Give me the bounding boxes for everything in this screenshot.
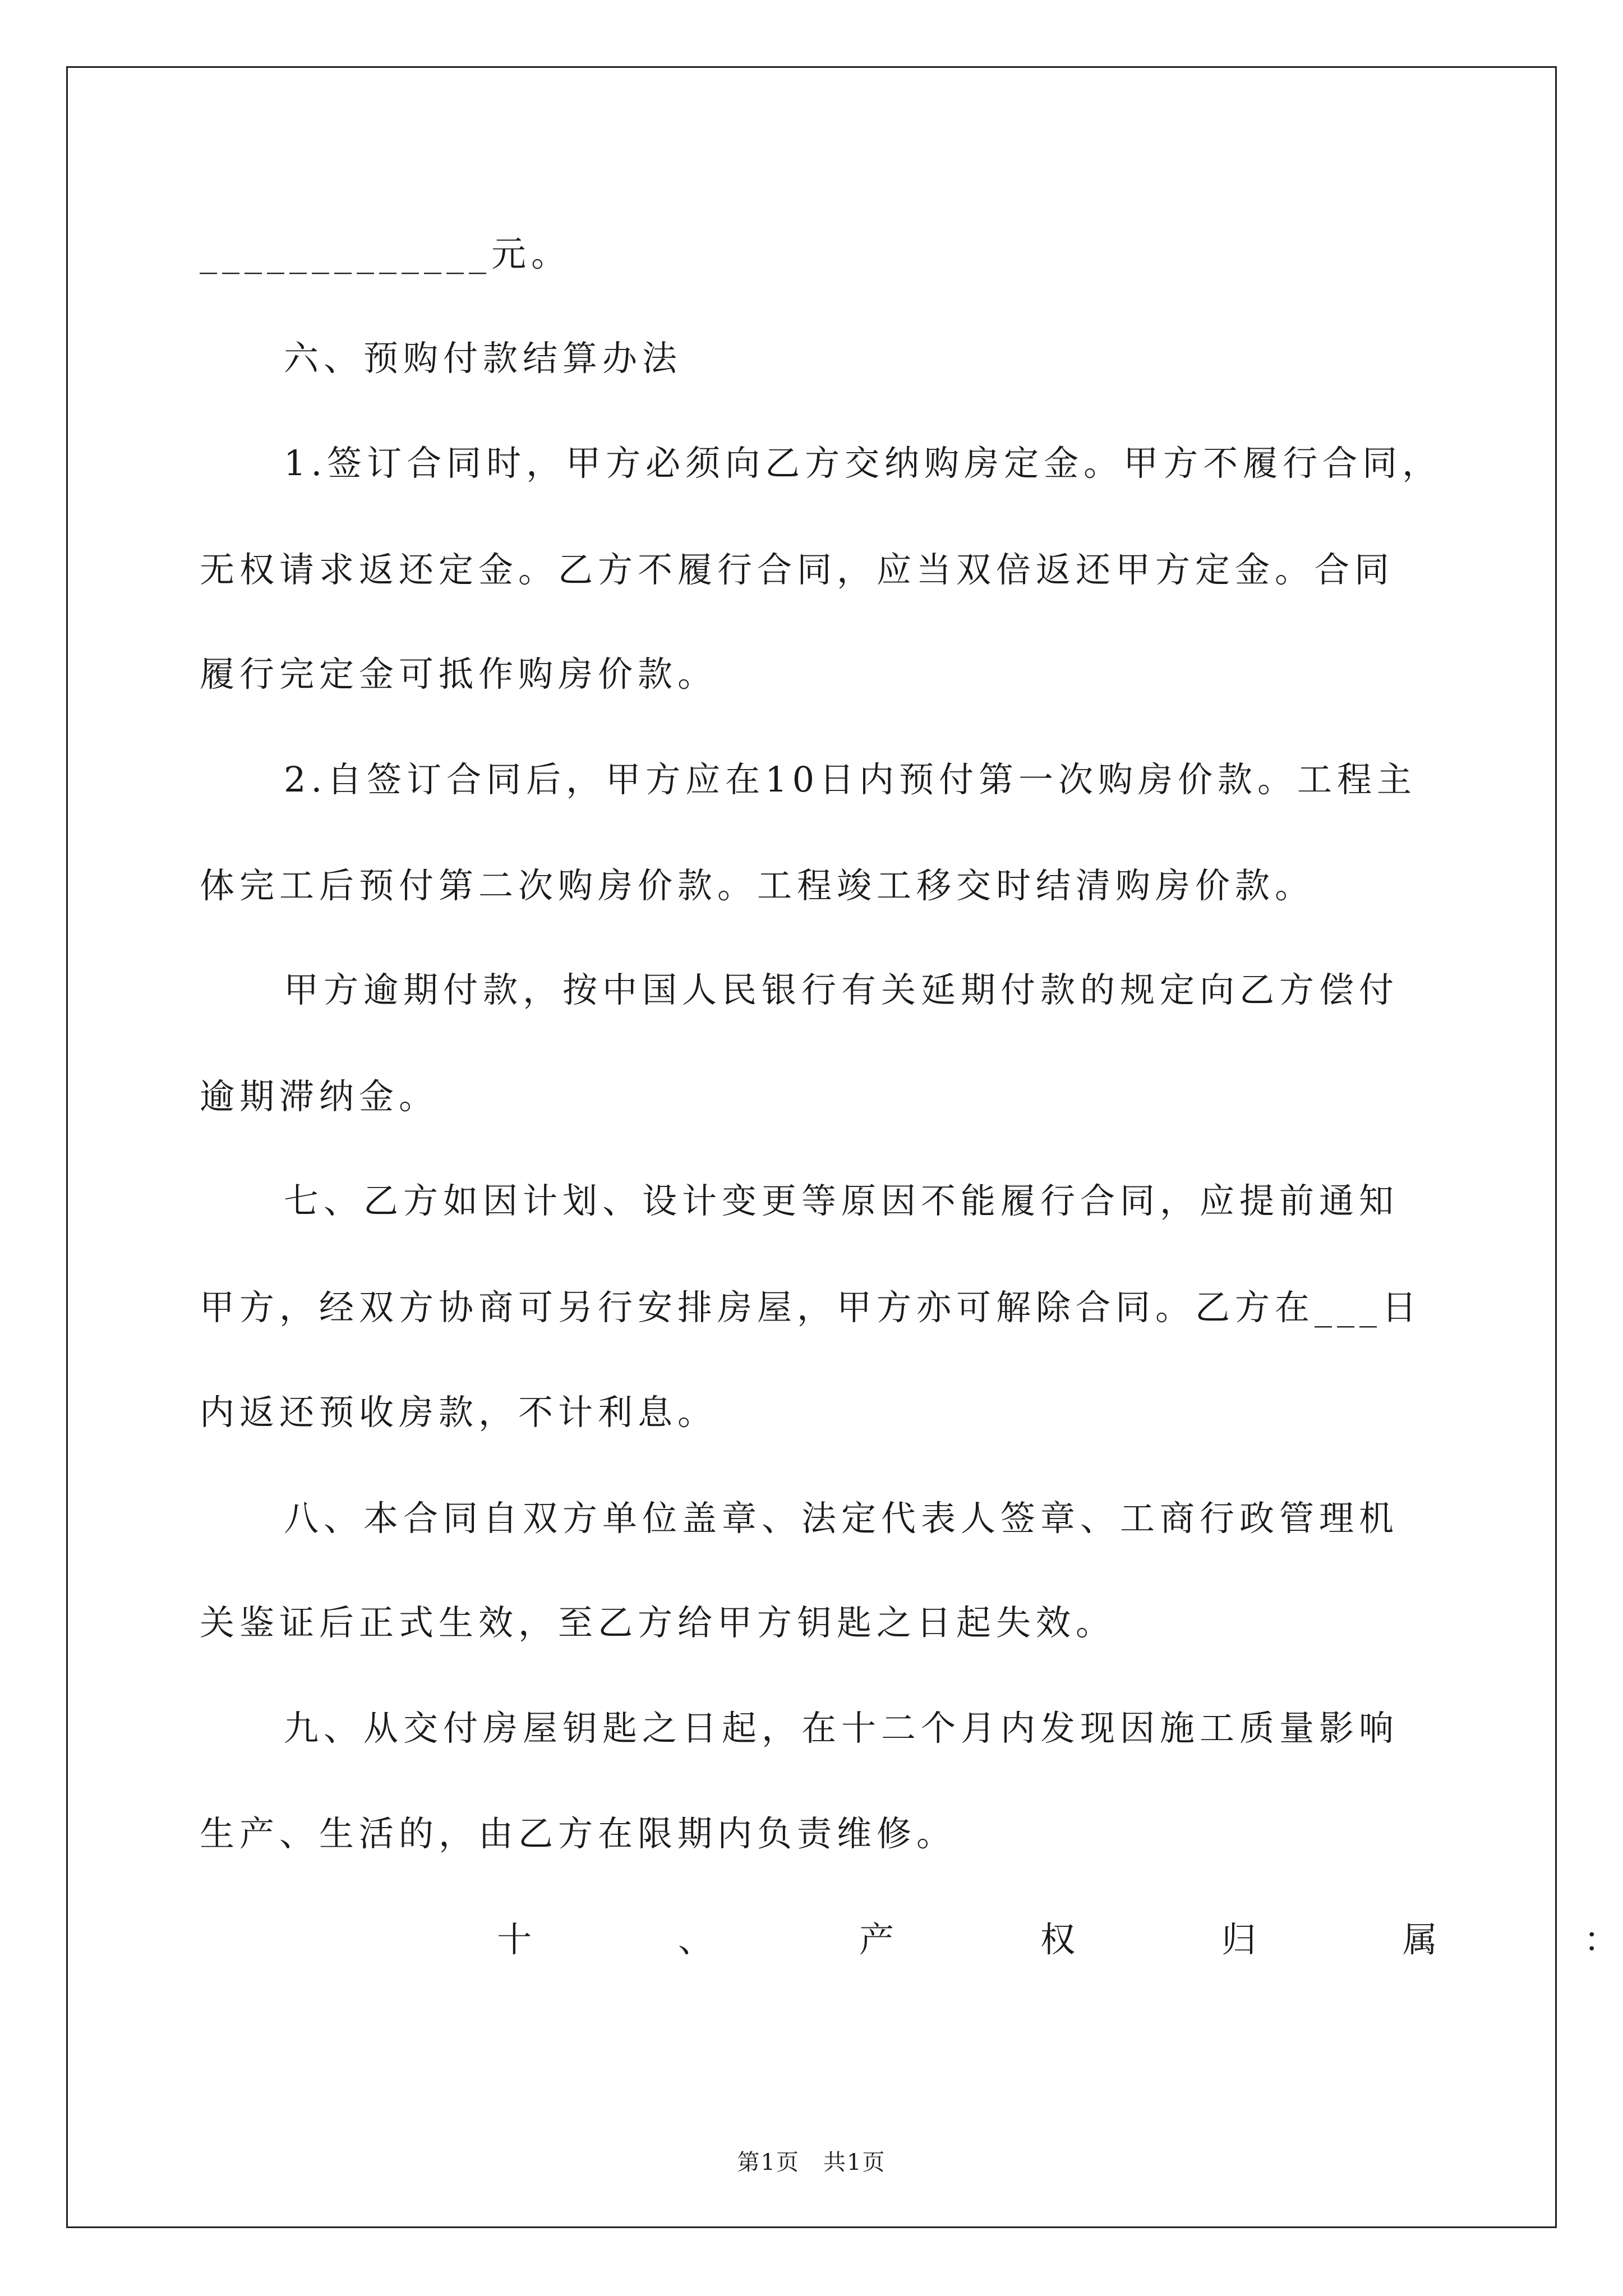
text-line: 体完工后预付第二次购房价款。工程竣工移交时结清购房价款。	[200, 865, 1315, 906]
section-heading: 九、从交付房屋钥匙之日起，在十二个月内发现因施工质量影响	[284, 1708, 1399, 1749]
section-heading: 七、乙方如因计划、设计变更等原因不能履行合同，应提前通知	[284, 1180, 1399, 1221]
page-border	[66, 66, 1557, 2228]
spread-char: 权	[1040, 1919, 1075, 1960]
spread-char: ：	[1583, 1919, 1619, 1960]
text-line: 内返还预收房款，不计利息。	[200, 1392, 718, 1433]
spread-char: 、	[677, 1919, 713, 1960]
section-heading: 八、本合同自双方单位盖章、法定代表人签章、工商行政管理机	[284, 1498, 1399, 1539]
text-line: 无权请求返还定金。乙方不履行合同，应当双倍返还甲方定金。合同	[200, 549, 1395, 590]
text-line: 履行完定金可抵作购房价款。	[200, 654, 718, 694]
spread-char: 十	[497, 1919, 532, 1960]
spread-char: 归	[1221, 1919, 1256, 1960]
text-line: 甲方，经双方协商可另行安排房屋，甲方亦可解除合同。乙方在___日	[200, 1287, 1422, 1328]
spread-heading	[497, 1919, 1619, 1960]
section-heading: 六、预购付款结算办法	[284, 338, 683, 379]
page-footer: 第1页 共1页	[737, 2150, 886, 2175]
text-line: 关鉴证后正式生效，至乙方给甲方钥匙之日起失效。	[200, 1602, 1116, 1643]
text-line: 生产、生活的，由乙方在限期内负责维修。	[200, 1813, 957, 1854]
spread-char: 属	[1402, 1919, 1437, 1960]
text-line: 逾期滞纳金。	[200, 1076, 439, 1117]
text-line: 1.签订合同时，甲方必须向乙方交纳购房定金。甲方不履行合同，	[284, 443, 1442, 484]
text-line: 甲方逾期付款，按中国人民银行有关延期付款的规定向乙方偿付	[284, 969, 1399, 1010]
text-line: 2.自签订合同后，甲方应在10日内预付第一次购房价款。工程主	[284, 759, 1417, 800]
spread-char: 产	[859, 1919, 894, 1960]
text-line: _____________元。	[200, 233, 571, 274]
